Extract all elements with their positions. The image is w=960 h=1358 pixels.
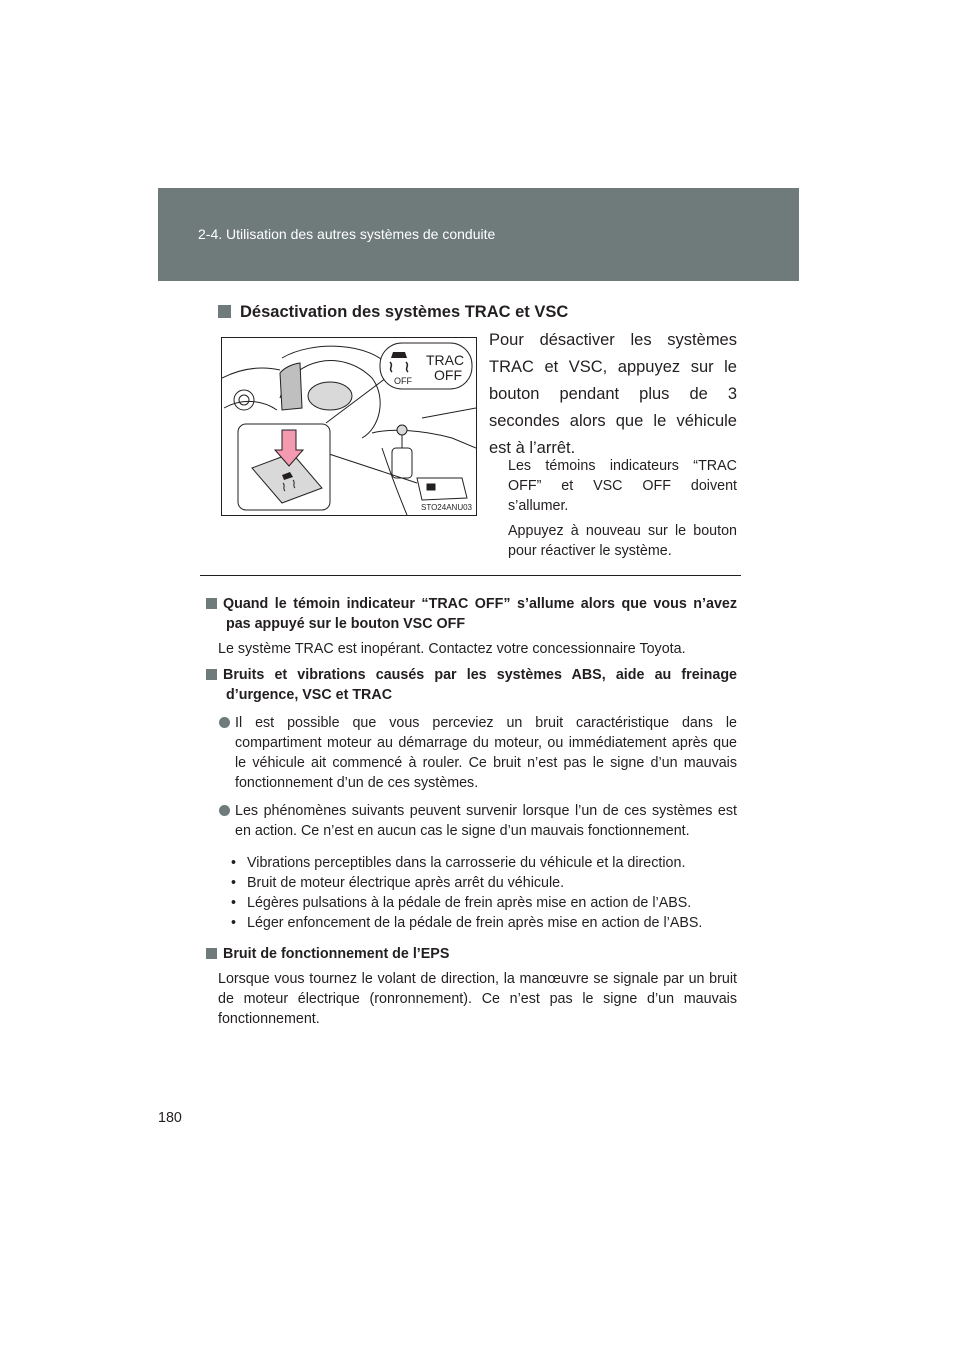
bullet-dot-icon: • (231, 895, 237, 911)
gear-shifter (392, 448, 412, 478)
list-item (206, 713, 737, 793)
info-blocks (206, 594, 737, 1035)
gauge-cluster (280, 363, 302, 410)
block-heading-text: Bruit de fonctionnement de l’EPS (223, 946, 450, 962)
bullet-dot-icon: • (231, 875, 237, 891)
list-item-text: Il est possible que vous perceviez un bruit caractéristique dans le compartiment moteur au démarrage du moteur, ou immédiatement après que le véhicule ait commencé à rouler. Ce bruit n’est pas le signe d’un mauvais fonctionnement d’un de ces systèmes. (235, 715, 737, 791)
console-line (372, 430, 476, 448)
square-bullet-icon (206, 598, 217, 609)
circle-bullet-icon (219, 717, 230, 728)
list-item-text: Vibrations perceptibles dans la carrosserie du véhicule et la direction. (247, 855, 686, 871)
square-bullet-icon (218, 305, 231, 318)
dash-right-line (422, 408, 476, 418)
block-heading-eps (206, 944, 737, 964)
dash-left-line (222, 368, 280, 378)
block-text-trac: Le système TRAC est inopérant. Contactez votre concessionnaire Toyota. (218, 641, 686, 657)
intro-paragraph: Pour désactiver les systèmes TRAC et VSC, appuyez sur le bouton pendant plus de 3 secondes alors que le véhicule est à l’arrêt. (489, 331, 737, 457)
square-bullet-icon (206, 669, 217, 680)
switch-button (427, 484, 435, 490)
left-vent-inner (239, 395, 249, 405)
section-heading (218, 303, 568, 322)
section-divider (200, 575, 741, 576)
phenomena-list (206, 853, 737, 933)
gear-knob (397, 425, 407, 435)
dashboard-illustration (221, 337, 477, 516)
bullet-dot-icon: • (231, 855, 237, 871)
console-side-line (382, 448, 407, 515)
note-reactivate: Appuyez à nouveau sur le bouton pour réactiver le système. (508, 523, 737, 559)
dashboard-drawing (222, 338, 476, 515)
vent-line (224, 401, 277, 410)
indicator-label-line1: TRAC (426, 352, 465, 368)
indicator-small-label: OFF (394, 376, 412, 386)
block-text-eps: Lorsque vous tournez le volant de direction, la manœuvre se signale par un bruit de moteur électrique (ronronnement). Ce n’est pas le signe d’un mauvais fonctionnement. (218, 971, 737, 1027)
bullet-dot-icon: • (231, 915, 237, 931)
list-item (206, 801, 737, 841)
chapter-header (158, 188, 799, 281)
list-item-text: Légères pulsations à la pédale de frein après mise en action de l’ABS. (247, 895, 692, 911)
section-heading-text: Désactivation des systèmes TRAC et VSC (240, 303, 569, 321)
list-item (206, 873, 737, 893)
indicator-label-line2: OFF (434, 367, 462, 383)
switch-panel (417, 478, 467, 500)
list-item-text: Les phénomènes suivants peuvent survenir lorsque l’un de ces systèmes est en action. Ce n’est en aucun cas le signe d’un mauvais fonctionnement. (235, 803, 737, 839)
chapter-title: 2-4. Utilisation des autres systèmes de conduite (198, 226, 496, 242)
note-indicators: Les témoins indicateurs “TRAC OFF” et VSC OFF doivent s’allumer. (508, 458, 737, 514)
square-bullet-icon (206, 948, 217, 959)
list-item (206, 893, 737, 913)
block-heading-text: Bruits et vibrations causés par les systèmes ABS, aide au freinage d’urgence, VSC et TRAC (223, 667, 737, 703)
list-item-text: Bruit de moteur électrique après arrêt du véhicule. (247, 875, 565, 891)
block-heading-text: Quand le témoin indicateur “TRAC OFF” s’allume alors que vous n’avez pas appuyé sur le bouton VSC OFF (223, 596, 737, 632)
callout-line (326, 453, 417, 483)
block-heading-noise (206, 665, 737, 705)
list-item (206, 853, 737, 873)
circle-bullet-icon (219, 805, 230, 816)
block-heading-trac-off (206, 594, 737, 634)
page-number: 180 (158, 1110, 182, 1126)
left-vent (234, 390, 254, 410)
wheel-hub (308, 382, 352, 410)
figure-code: STO24ANU03 (421, 503, 472, 512)
list-item-text: Léger enfoncement de la pédale de frein après mise en action de l’ABS. (247, 915, 703, 931)
list-item (206, 913, 737, 933)
